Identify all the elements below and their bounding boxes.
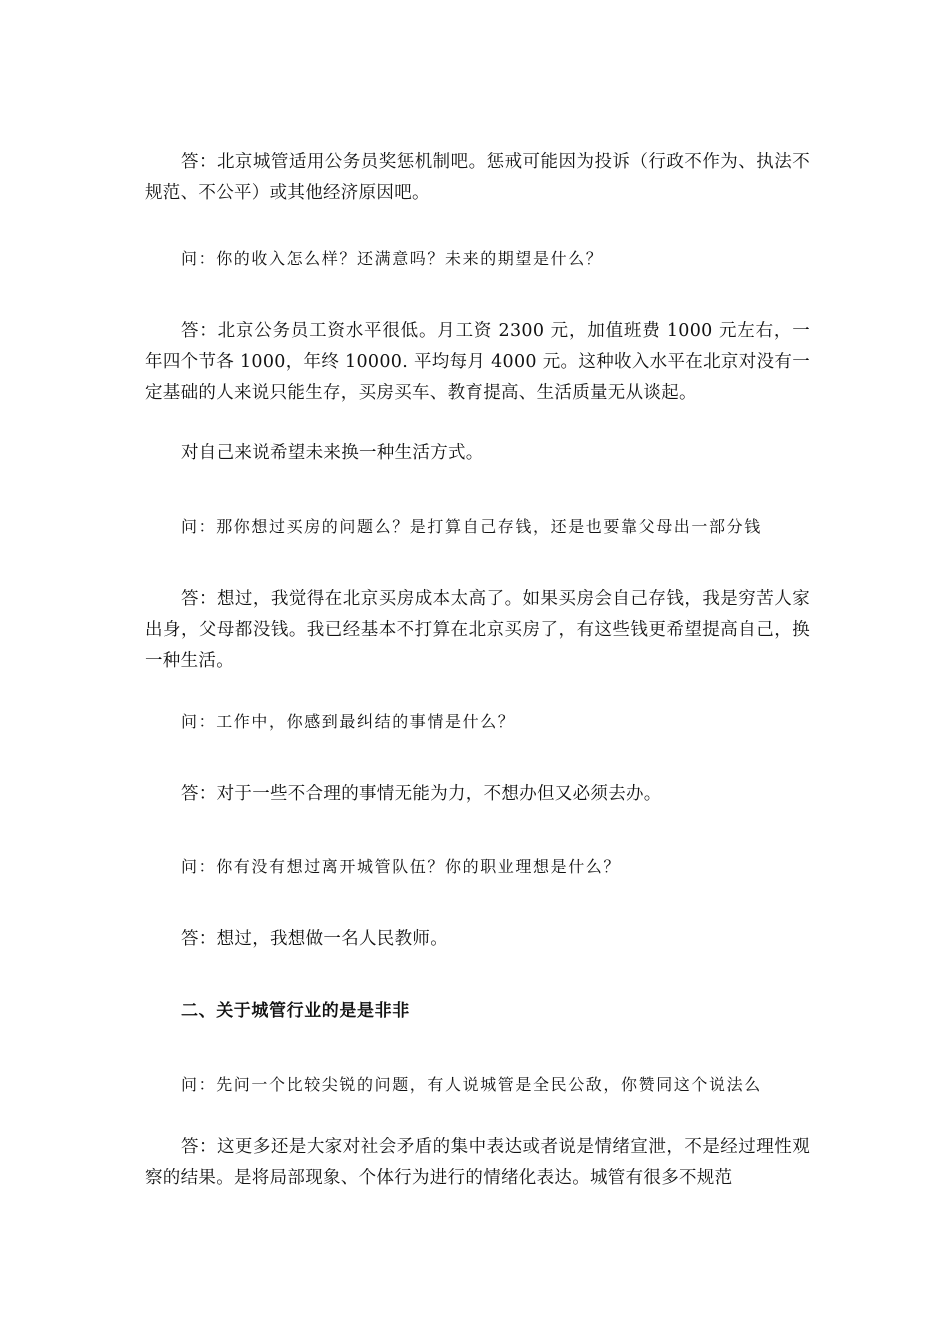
answer-paragraph: 答：想过，我想做一名人民教师。 <box>181 929 448 949</box>
question-paragraph: 问：那你想过买房的问题么？是打算自己存钱，还是也要靠父母出一部分钱 <box>181 517 762 536</box>
answer-paragraph: 答：想过，我觉得在北京买房成本太高了。如果买房会自己存钱，我是穷苦人家出身，父母都没钱。我已经基本不打算在北京买房了，有这些钱更希望提高自己，换一种生活。 <box>145 589 810 671</box>
question-paragraph: 问：你的收入怎么样？还满意吗？未来的期望是什么？ <box>181 249 604 268</box>
question-paragraph: 问：你有没有想过离开城管队伍？你的职业理想是什么？ <box>181 857 622 876</box>
section-heading: 二、关于城管行业的是是非非 <box>181 1001 410 1021</box>
question-paragraph: 问：先问一个比较尖锐的问题，有人说城管是全民公敌，你赞同这个说法么 <box>181 1075 762 1094</box>
answer-paragraph: 答：这更多还是大家对社会矛盾的集中表达或者说是情绪宣泄，不是经过理性观察的结果。是将局部现象、个体行为进行的情绪化表达。城管有很多不规范 <box>145 1137 810 1188</box>
answer-paragraph: 答：北京公务员工资水平很低。月工资 2300 元，加值班费 1000 元左右，一年四个节各 1000，年终 10000. 平均每月 4000 元。这种收入水平在北京对没有一定基础的人来说只能生存，买房买车、教育提高、生活质量无从谈起。 <box>145 321 810 403</box>
answer-paragraph: 答：对于一些不合理的事情无能为力，不想办但又必须去办。 <box>181 784 662 804</box>
question-paragraph: 问：工作中，你感到最纠结的事情是什么？ <box>181 712 516 731</box>
answer-paragraph: 对自己来说希望未来换一种生活方式。 <box>181 443 484 463</box>
answer-paragraph: 答：北京城管适用公务员奖惩机制吧。惩戒可能因为投诉（行政不作为、执法不规范、不公平）或其他经济原因吧。 <box>145 152 810 203</box>
